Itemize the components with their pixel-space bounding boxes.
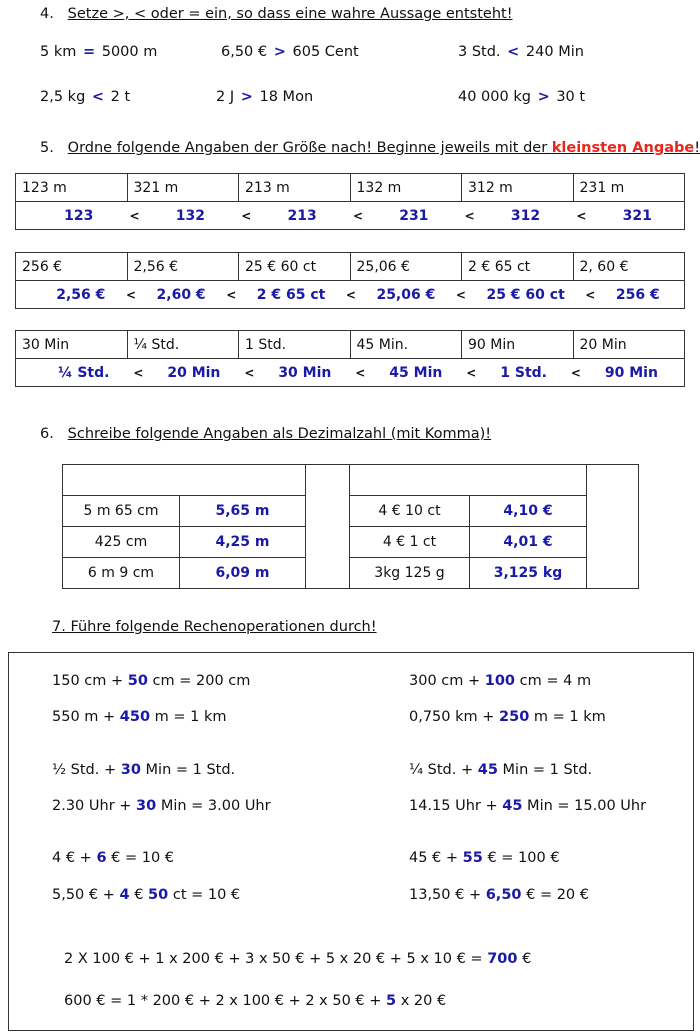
less-than-sign: < (244, 365, 255, 380)
less-than-sign: < (585, 287, 596, 302)
order-answer[interactable]: 25,06 € (376, 286, 436, 303)
task4-number: 4. (40, 6, 54, 22)
decimal-answer[interactable]: 5,65 m (180, 496, 306, 527)
calc-item: 2.30 Uhr + 30 Min = 3.00 Uhr (52, 798, 271, 814)
calc-answer[interactable]: 6,50 (485, 887, 522, 903)
order-item: 123 m (16, 174, 128, 202)
decimal-answer[interactable]: 3,125 kg (470, 558, 587, 589)
task5-heading (40, 140, 700, 156)
calc-item: 150 cm + 50 cm = 200 cm (52, 673, 251, 689)
order-item: ¼ Std. (127, 331, 239, 359)
order-answer[interactable]: 2 € 65 ct (256, 286, 326, 303)
order-item: 25 € 60 ct (239, 253, 351, 281)
order-answer[interactable]: 231 (399, 207, 429, 224)
order-item: 2, 60 € (573, 253, 685, 281)
calc-answer[interactable]: 100 (484, 673, 516, 689)
compare-symbol[interactable]: < (507, 44, 520, 60)
calc-item: ¼ Std. + 45 Min = 1 Std. (409, 762, 593, 778)
calc-item: 0,750 km + 250 m = 1 km (409, 709, 606, 725)
order-answer[interactable]: 25 € 60 ct (486, 286, 565, 303)
compare-item: 5 km = 5000 m (40, 44, 158, 60)
calc-answer[interactable]: 30 (136, 798, 157, 814)
decimal-question: 3kg 125 g (350, 558, 470, 589)
less-than-sign: < (466, 365, 477, 380)
decimal-question: 5 m 65 cm (63, 496, 180, 527)
less-than-sign: < (345, 287, 356, 302)
calc-item-long: 600 € = 1 * 200 € + 2 x 100 € + 2 x 50 € + 5 x 20 € (64, 993, 447, 1009)
compare-symbol[interactable]: > (240, 89, 253, 105)
decimal-question: 425 cm (63, 527, 180, 558)
answer-row (16, 359, 685, 387)
order-answer[interactable]: ¼ Std. (57, 364, 110, 381)
task6-number: 6. (40, 426, 54, 442)
table-row (63, 496, 639, 527)
decimal-answer[interactable]: 4,01 € (470, 527, 587, 558)
less-than-sign: < (352, 208, 363, 223)
task6-heading (40, 426, 491, 442)
order-answer[interactable]: 321 (622, 207, 652, 224)
less-than-sign: < (576, 208, 587, 223)
order-item: 1 Std. (239, 331, 351, 359)
order-item: 25,06 € (350, 253, 462, 281)
answer-row (16, 281, 685, 309)
compare-symbol[interactable]: > (273, 44, 286, 60)
less-than-sign: < (570, 365, 581, 380)
answer-row (16, 202, 685, 230)
order-answer[interactable]: 213 (287, 207, 317, 224)
decimal-table (62, 464, 639, 589)
calc-item: 5,50 € + 4 € 50 ct = 10 € (52, 887, 241, 903)
order-item: 231 m (573, 174, 685, 202)
spacer-column (306, 465, 350, 589)
calc-answer[interactable]: 30 (120, 762, 141, 778)
order-answer[interactable]: 256 € (615, 286, 660, 303)
order-answer[interactable]: 30 Min (278, 364, 332, 381)
order-item: 132 m (350, 174, 462, 202)
compare-item: 3 Std. < 240 Min (458, 44, 584, 60)
table-row (63, 527, 639, 558)
calc-answer[interactable]: 50 (127, 673, 148, 689)
calc-answer[interactable]: 45 (502, 798, 523, 814)
order-answer[interactable]: 123 (64, 207, 94, 224)
calc-answer[interactable]: 450 (119, 709, 151, 725)
decimal-answer[interactable]: 4,25 m (180, 527, 306, 558)
task5-number: 5. (40, 140, 54, 156)
less-than-sign: < (241, 208, 252, 223)
calc-item: ½ Std. + 30 Min = 1 Std. (52, 762, 236, 778)
compare-item: 6,50 € > 605 Cent (221, 44, 359, 60)
less-than-sign: < (226, 287, 237, 302)
order-answer[interactable]: 1 Std. (500, 364, 547, 381)
order-item: 256 € (16, 253, 128, 281)
decimal-question: 4 € 1 ct (350, 527, 470, 558)
decimal-answer[interactable]: 6,09 m (180, 558, 306, 589)
compare-item: 2 J > 18 Mon (216, 89, 314, 105)
calc-item: 550 m + 450 m = 1 km (52, 709, 227, 725)
order-answer[interactable]: 90 Min (604, 364, 658, 381)
task7-title: 7. Führe folgende Rechenoperationen durch! (52, 619, 377, 635)
calc-answer[interactable]: 55 (462, 850, 483, 866)
decimal-answer[interactable]: 4,10 € (470, 496, 587, 527)
order-item: 90 Min (462, 331, 574, 359)
task5-title: Ordne folgende Angaben der Größe nach! Beginne jeweils mit der kleinsten Angabe! (67, 140, 700, 156)
order-answer[interactable]: 2,60 € (156, 286, 206, 303)
spacer-column (587, 465, 639, 589)
order-item: 312 m (462, 174, 574, 202)
order-item: 321 m (127, 174, 239, 202)
task5-highlight: kleinsten Angabe (551, 140, 695, 156)
calc-item-long: 2 X 100 € + 1 x 200 € + 3 x 50 € + 5 x 20 € + 5 x 10 € = 700 € (64, 951, 532, 967)
calc-answer[interactable]: 5 (386, 993, 397, 1009)
task4-title: Setze >, < oder = ein, so dass eine wahre Aussage entsteht! (67, 6, 513, 22)
table-row (63, 558, 639, 589)
order-item: 2 € 65 ct (462, 253, 574, 281)
calc-answer[interactable]: 700 (487, 951, 518, 967)
less-than-sign: < (129, 208, 140, 223)
calc-item: 13,50 € + 6,50 € = 20 € (409, 887, 589, 903)
compare-symbol[interactable]: < (91, 89, 105, 105)
compare-item: 40 000 kg > 30 t (458, 89, 586, 105)
calc-answer[interactable]: 250 (499, 709, 530, 725)
calc-answer[interactable]: 50 (148, 887, 169, 903)
calc-item: 300 cm + 100 cm = 4 m (409, 673, 592, 689)
decimal-question: 4 € 10 ct (350, 496, 470, 527)
task4-heading (40, 6, 513, 22)
order-answer[interactable]: 132 (175, 207, 206, 224)
compare-item: 2,5 kg < 2 t (40, 89, 131, 105)
calc-item: 14.15 Uhr + 45 Min = 15.00 Uhr (409, 798, 647, 814)
order-item: 30 Min (16, 331, 128, 359)
less-than-sign: < (125, 287, 136, 302)
order-answer[interactable]: 2,56 € (56, 286, 106, 303)
order-answer[interactable]: 312 (510, 207, 541, 224)
ordering-table-money (15, 252, 685, 309)
decimal-question: 6 m 9 cm (63, 558, 180, 589)
order-item: 45 Min. (350, 331, 462, 359)
less-than-sign: < (464, 208, 475, 223)
order-item: 213 m (239, 174, 351, 202)
ordering-table-lengths (15, 173, 685, 230)
compare-symbol[interactable]: = (82, 44, 96, 60)
less-than-sign: < (355, 365, 366, 380)
compare-symbol[interactable]: > (537, 89, 550, 105)
order-item: 2,56 € (127, 253, 239, 281)
ordering-table-time (15, 330, 685, 387)
less-than-sign: < (133, 365, 144, 380)
task6-title: Schreibe folgende Angaben als Dezimalzahl (mit Komma)! (67, 426, 492, 442)
calc-item: 4 € + 6 € = 10 € (52, 850, 175, 866)
less-than-sign: < (455, 287, 466, 302)
calc-answer[interactable]: 45 (477, 762, 498, 778)
order-item: 20 Min (573, 331, 685, 359)
calc-answer[interactable]: 4 (119, 887, 130, 903)
order-answer[interactable]: 20 Min (167, 364, 221, 381)
calc-item: 45 € + 55 € = 100 € (409, 850, 560, 866)
calc-answer[interactable]: 6 (96, 850, 107, 866)
order-answer[interactable]: 45 Min (389, 364, 443, 381)
